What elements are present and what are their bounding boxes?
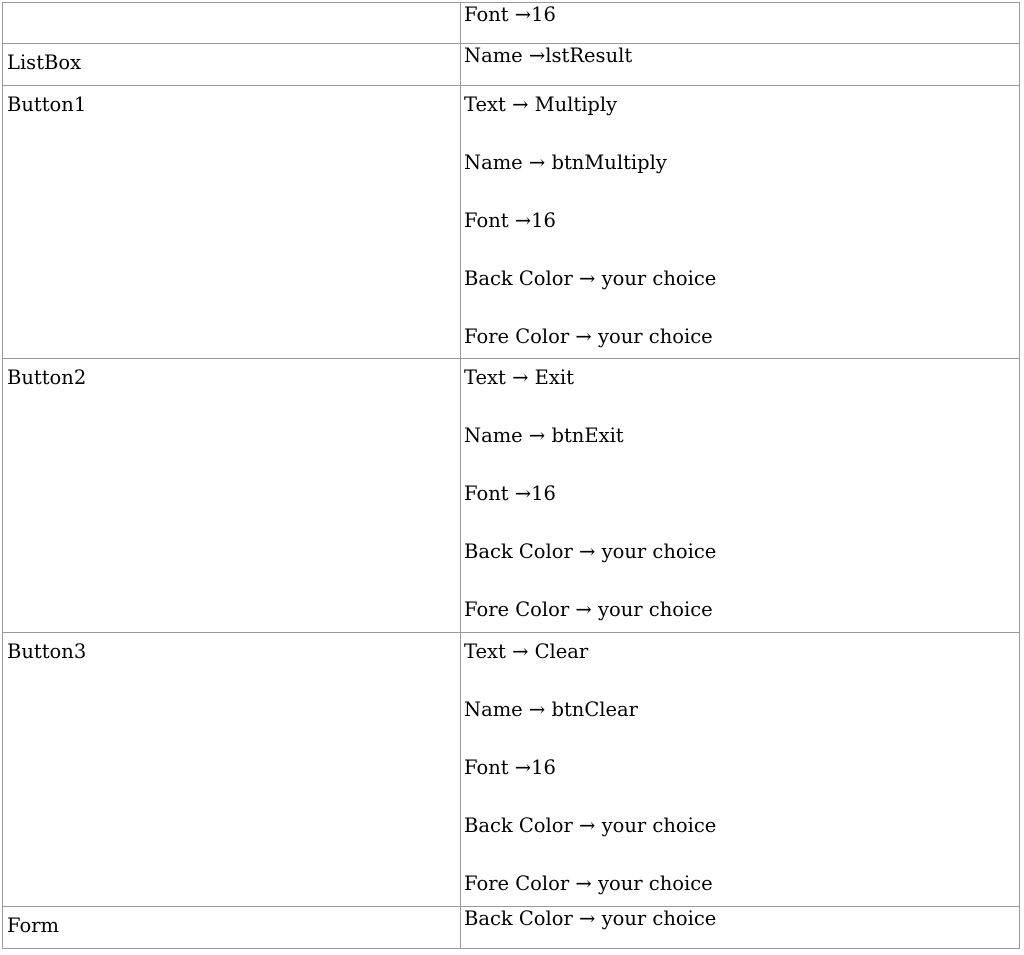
control-name: Form — [7, 914, 60, 937]
property-cell — [461, 86, 1020, 359]
table-row — [3, 633, 1020, 907]
control-name — [7, 3, 460, 10]
table-row — [3, 44, 1020, 86]
control-name-cell — [3, 907, 461, 949]
property-line: Back Color → your choice — [464, 814, 717, 837]
properties-table — [2, 2, 1020, 949]
property-cell — [461, 3, 1020, 44]
property-line: Fore Color → your choice — [464, 598, 713, 621]
property-line: Fore Color → your choice — [464, 872, 713, 895]
property-line: Back Color → your choice — [464, 540, 717, 563]
property-cell — [461, 44, 1020, 86]
property-line: Text → Multiply — [464, 93, 618, 116]
control-name-cell — [3, 86, 461, 359]
property-line: Fore Color → your choice — [464, 325, 713, 348]
property-line: Text → Exit — [464, 366, 574, 389]
property-line: Font →16 — [464, 3, 556, 26]
control-name: Button2 — [7, 366, 87, 389]
property-line: Name →lstResult — [464, 44, 633, 67]
property-line: Back Color → your choice — [464, 267, 717, 290]
property-cell — [461, 633, 1020, 907]
property-line: Name → btnMultiply — [464, 151, 667, 174]
control-name: ListBox — [7, 51, 82, 74]
property-line: Back Color → your choice — [464, 907, 717, 930]
control-name-cell — [3, 44, 461, 86]
control-name-cell — [3, 359, 461, 633]
property-line: Name → btnExit — [464, 424, 624, 447]
property-line: Font →16 — [464, 482, 556, 505]
table-row — [3, 86, 1020, 359]
property-cell — [461, 359, 1020, 633]
property-line: Name → btnClear — [464, 698, 638, 721]
property-cell — [461, 907, 1020, 949]
table-row — [3, 907, 1020, 949]
table-row — [3, 3, 1020, 44]
property-line: Font →16 — [464, 209, 556, 232]
control-name: Button1 — [7, 93, 87, 116]
table-row — [3, 359, 1020, 633]
property-line: Font →16 — [464, 756, 556, 779]
property-line: Text → Clear — [464, 640, 589, 663]
control-name-cell — [3, 3, 461, 44]
control-name-cell — [3, 633, 461, 907]
control-name: Button3 — [7, 640, 87, 663]
